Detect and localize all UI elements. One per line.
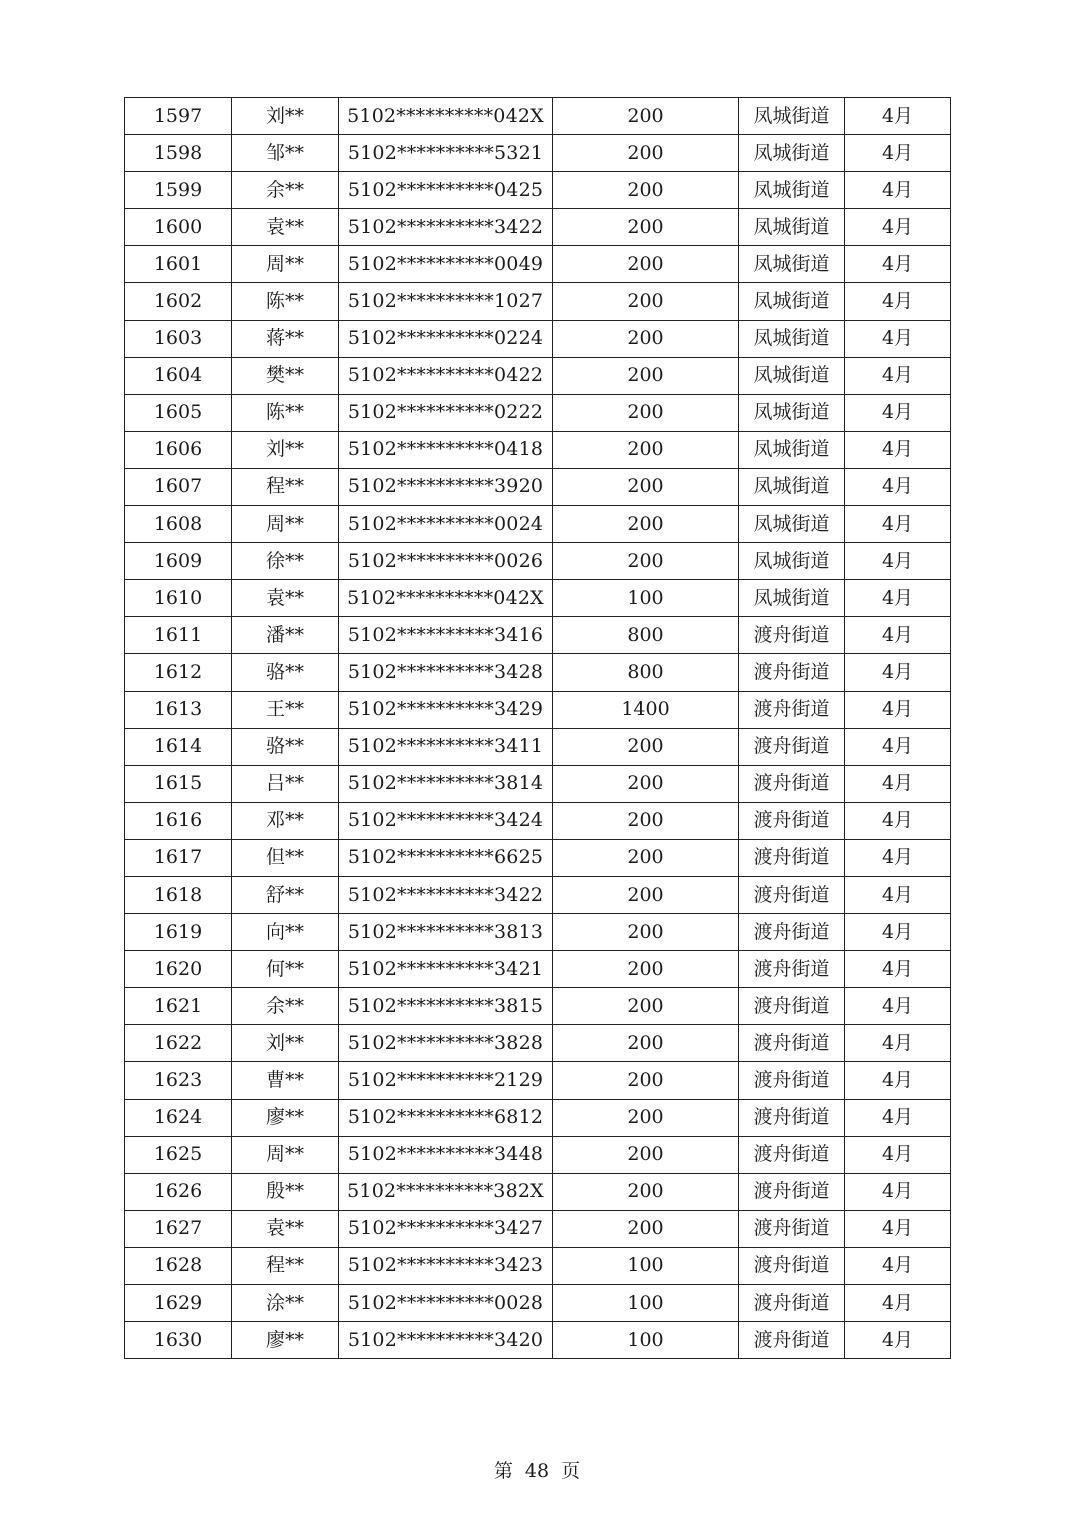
cell-street: 渡舟街道 [739,1285,845,1322]
cell-id-number: 5102**********3420 [339,1322,553,1359]
cell-number: 1618 [125,876,232,913]
cell-number: 1605 [125,394,232,431]
table-row [125,1285,951,1322]
cell-month: 4月 [845,580,951,617]
cell-street: 渡舟街道 [739,1062,845,1099]
table-row [125,988,951,1025]
table-row [125,135,951,172]
cell-name: 陈** [232,394,339,431]
table-row [125,431,951,468]
cell-name: 刘** [232,98,339,135]
cell-id-number: 5102**********6625 [339,839,553,876]
cell-name: 程** [232,1247,339,1284]
cell-number: 1610 [125,580,232,617]
cell-month: 4月 [845,1247,951,1284]
cell-name: 廖** [232,1322,339,1359]
cell-amount: 200 [553,209,739,246]
cell-name: 周** [232,246,339,283]
cell-amount: 1400 [553,691,739,728]
cell-month: 4月 [845,1210,951,1247]
cell-name: 刘** [232,1025,339,1062]
cell-number: 1625 [125,1136,232,1173]
table-body [125,98,951,1359]
cell-month: 4月 [845,1099,951,1136]
cell-street: 渡舟街道 [739,1099,845,1136]
cell-name: 潘** [232,617,339,654]
cell-street: 渡舟街道 [739,617,845,654]
cell-month: 4月 [845,98,951,135]
cell-street: 凤城街道 [739,172,845,209]
cell-amount: 200 [553,1025,739,1062]
page-footer-suffix: 页 [561,1460,581,1482]
table-row [125,1173,951,1210]
cell-amount: 100 [553,1247,739,1284]
cell-id-number: 5102**********3422 [339,876,553,913]
cell-number: 1613 [125,691,232,728]
table-row [125,506,951,543]
cell-number: 1604 [125,357,232,394]
cell-amount: 100 [553,1285,739,1322]
cell-name: 周** [232,506,339,543]
cell-name: 徐** [232,543,339,580]
cell-street: 凤城街道 [739,209,845,246]
cell-month: 4月 [845,468,951,505]
data-table [124,97,951,1359]
cell-number: 1597 [125,98,232,135]
cell-street: 凤城街道 [739,246,845,283]
cell-amount: 800 [553,654,739,691]
cell-id-number: 5102**********042X [339,98,553,135]
cell-id-number: 5102**********0028 [339,1285,553,1322]
cell-name: 涂** [232,1285,339,1322]
cell-id-number: 5102**********3422 [339,209,553,246]
cell-amount: 200 [553,543,739,580]
cell-month: 4月 [845,839,951,876]
cell-id-number: 5102**********0222 [339,394,553,431]
cell-month: 4月 [845,1285,951,1322]
cell-amount: 200 [553,876,739,913]
cell-amount: 200 [553,1099,739,1136]
cell-id-number: 5102**********3421 [339,951,553,988]
cell-month: 4月 [845,543,951,580]
table-row [125,839,951,876]
cell-month: 4月 [845,135,951,172]
cell-street: 渡舟街道 [739,988,845,1025]
cell-id-number: 5102**********3815 [339,988,553,1025]
cell-month: 4月 [845,283,951,320]
cell-street: 凤城街道 [739,394,845,431]
cell-amount: 200 [553,951,739,988]
cell-id-number: 5102**********3423 [339,1247,553,1284]
cell-street: 渡舟街道 [739,951,845,988]
cell-month: 4月 [845,1322,951,1359]
cell-name: 程** [232,468,339,505]
cell-amount: 200 [553,802,739,839]
cell-name: 骆** [232,728,339,765]
table-row [125,468,951,505]
cell-name: 蒋** [232,320,339,357]
cell-street: 渡舟街道 [739,728,845,765]
cell-id-number: 5102**********0425 [339,172,553,209]
page-footer-prefix: 第 [493,1460,513,1482]
cell-street: 渡舟街道 [739,839,845,876]
table-row [125,320,951,357]
cell-street: 渡舟街道 [739,876,845,913]
cell-amount: 200 [553,135,739,172]
cell-number: 1619 [125,914,232,951]
cell-street: 渡舟街道 [739,1322,845,1359]
cell-id-number: 5102**********0224 [339,320,553,357]
cell-amount: 200 [553,246,739,283]
cell-amount: 200 [553,357,739,394]
cell-id-number: 5102**********3427 [339,1210,553,1247]
cell-number: 1621 [125,988,232,1025]
cell-number: 1611 [125,617,232,654]
table-row [125,580,951,617]
cell-id-number: 5102**********1027 [339,283,553,320]
table-row [125,357,951,394]
cell-name: 余** [232,988,339,1025]
cell-street: 渡舟街道 [739,1136,845,1173]
cell-number: 1617 [125,839,232,876]
cell-id-number: 5102**********0049 [339,246,553,283]
cell-id-number: 5102**********3411 [339,728,553,765]
cell-month: 4月 [845,1136,951,1173]
cell-amount: 100 [553,1322,739,1359]
cell-month: 4月 [845,357,951,394]
cell-name: 殷** [232,1173,339,1210]
cell-street: 凤城街道 [739,543,845,580]
cell-id-number: 5102**********3828 [339,1025,553,1062]
cell-id-number: 5102**********382X [339,1173,553,1210]
cell-id-number: 5102**********0024 [339,506,553,543]
cell-amount: 200 [553,1062,739,1099]
cell-month: 4月 [845,617,951,654]
cell-amount: 200 [553,431,739,468]
cell-street: 渡舟街道 [739,1247,845,1284]
page-footer [0,1456,1074,1483]
cell-month: 4月 [845,728,951,765]
cell-id-number: 5102**********3428 [339,654,553,691]
cell-amount: 200 [553,1173,739,1210]
cell-amount: 200 [553,765,739,802]
cell-month: 4月 [845,802,951,839]
cell-name: 邹** [232,135,339,172]
cell-month: 4月 [845,951,951,988]
table-row [125,283,951,320]
cell-street: 凤城街道 [739,468,845,505]
table-row [125,691,951,728]
cell-name: 何** [232,951,339,988]
cell-number: 1600 [125,209,232,246]
cell-month: 4月 [845,1025,951,1062]
table-row [125,394,951,431]
cell-street: 凤城街道 [739,431,845,468]
cell-number: 1622 [125,1025,232,1062]
page-number: 48 [524,1460,550,1482]
cell-amount: 200 [553,468,739,505]
cell-amount: 200 [553,394,739,431]
cell-number: 1602 [125,283,232,320]
table-row [125,728,951,765]
cell-number: 1627 [125,1210,232,1247]
table-row [125,1099,951,1136]
cell-amount: 200 [553,1136,739,1173]
cell-amount: 200 [553,506,739,543]
table-row [125,802,951,839]
cell-amount: 200 [553,283,739,320]
cell-month: 4月 [845,654,951,691]
cell-id-number: 5102**********3814 [339,765,553,802]
cell-amount: 200 [553,320,739,357]
cell-month: 4月 [845,506,951,543]
cell-number: 1620 [125,951,232,988]
cell-month: 4月 [845,876,951,913]
cell-amount: 800 [553,617,739,654]
cell-street: 凤城街道 [739,506,845,543]
cell-number: 1615 [125,765,232,802]
cell-street: 渡舟街道 [739,914,845,951]
cell-street: 凤城街道 [739,135,845,172]
cell-number: 1628 [125,1247,232,1284]
cell-month: 4月 [845,765,951,802]
table-row [125,1062,951,1099]
table-row [125,951,951,988]
table-row [125,246,951,283]
cell-month: 4月 [845,988,951,1025]
cell-name: 但** [232,839,339,876]
table-row [125,1136,951,1173]
cell-month: 4月 [845,1173,951,1210]
cell-amount: 200 [553,1210,739,1247]
cell-number: 1609 [125,543,232,580]
table-row [125,1247,951,1284]
cell-month: 4月 [845,1062,951,1099]
cell-number: 1630 [125,1322,232,1359]
cell-id-number: 5102**********0026 [339,543,553,580]
table-row [125,1210,951,1247]
table-row [125,765,951,802]
cell-id-number: 5102**********6812 [339,1099,553,1136]
cell-id-number: 5102**********3429 [339,691,553,728]
cell-amount: 200 [553,98,739,135]
cell-id-number: 5102**********2129 [339,1062,553,1099]
cell-street: 凤城街道 [739,357,845,394]
cell-name: 骆** [232,654,339,691]
cell-id-number: 5102**********3448 [339,1136,553,1173]
cell-id-number: 5102**********0418 [339,431,553,468]
cell-number: 1616 [125,802,232,839]
cell-month: 4月 [845,431,951,468]
cell-id-number: 5102**********3813 [339,914,553,951]
cell-id-number: 5102**********3416 [339,617,553,654]
cell-amount: 200 [553,914,739,951]
cell-name: 余** [232,172,339,209]
table-row [125,172,951,209]
cell-number: 1626 [125,1173,232,1210]
cell-street: 渡舟街道 [739,802,845,839]
table-row [125,654,951,691]
table-row [125,1322,951,1359]
cell-number: 1606 [125,431,232,468]
cell-month: 4月 [845,172,951,209]
cell-name: 王** [232,691,339,728]
cell-name: 廖** [232,1099,339,1136]
cell-amount: 200 [553,172,739,209]
cell-id-number: 5102**********5321 [339,135,553,172]
table-row [125,209,951,246]
cell-id-number: 5102**********0422 [339,357,553,394]
cell-street: 渡舟街道 [739,765,845,802]
cell-name: 吕** [232,765,339,802]
cell-id-number: 5102**********3920 [339,468,553,505]
cell-name: 邓** [232,802,339,839]
cell-month: 4月 [845,691,951,728]
cell-month: 4月 [845,246,951,283]
cell-number: 1629 [125,1285,232,1322]
cell-amount: 200 [553,988,739,1025]
table-row [125,914,951,951]
cell-name: 向** [232,914,339,951]
cell-name: 陈** [232,283,339,320]
cell-number: 1601 [125,246,232,283]
cell-month: 4月 [845,394,951,431]
table-row [125,1025,951,1062]
cell-month: 4月 [845,320,951,357]
cell-name: 舒** [232,876,339,913]
cell-number: 1598 [125,135,232,172]
cell-street: 凤城街道 [739,283,845,320]
cell-name: 樊** [232,357,339,394]
cell-number: 1599 [125,172,232,209]
cell-month: 4月 [845,914,951,951]
cell-amount: 100 [553,580,739,617]
cell-name: 曹** [232,1062,339,1099]
table-row [125,543,951,580]
cell-name: 袁** [232,580,339,617]
cell-street: 渡舟街道 [739,1025,845,1062]
cell-month: 4月 [845,209,951,246]
cell-number: 1623 [125,1062,232,1099]
cell-name: 袁** [232,1210,339,1247]
cell-number: 1603 [125,320,232,357]
cell-street: 凤城街道 [739,98,845,135]
cell-number: 1608 [125,506,232,543]
cell-street: 渡舟街道 [739,654,845,691]
cell-id-number: 5102**********042X [339,580,553,617]
cell-number: 1614 [125,728,232,765]
table-row [125,876,951,913]
cell-street: 渡舟街道 [739,691,845,728]
table-row [125,617,951,654]
cell-street: 凤城街道 [739,320,845,357]
cell-number: 1607 [125,468,232,505]
cell-street: 凤城街道 [739,580,845,617]
cell-name: 周** [232,1136,339,1173]
cell-name: 刘** [232,431,339,468]
table-row [125,98,951,135]
cell-amount: 200 [553,839,739,876]
cell-street: 渡舟街道 [739,1210,845,1247]
cell-number: 1612 [125,654,232,691]
cell-name: 袁** [232,209,339,246]
cell-amount: 200 [553,728,739,765]
cell-number: 1624 [125,1099,232,1136]
cell-street: 渡舟街道 [739,1173,845,1210]
cell-id-number: 5102**********3424 [339,802,553,839]
